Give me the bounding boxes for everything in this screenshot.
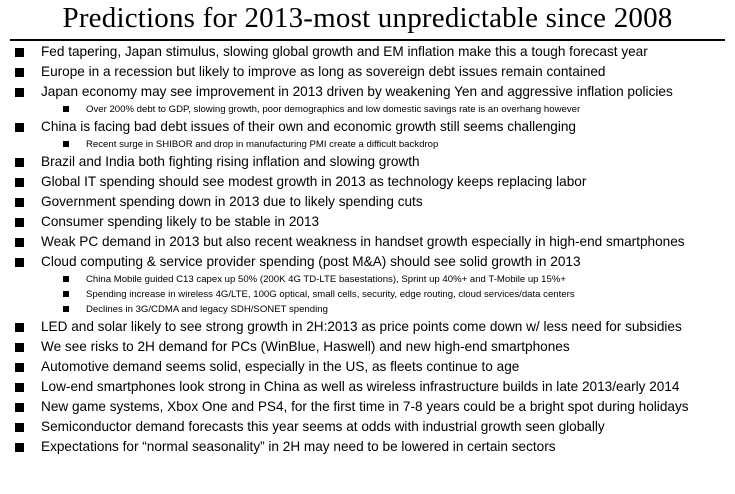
bullet-text: New game systems, Xbox One and PS4, for the first time in 7-8 years could be a bright spot during holidays <box>41 399 689 414</box>
small-square-bullet-icon <box>63 141 69 147</box>
square-bullet-icon <box>15 218 24 227</box>
square-bullet-icon <box>15 158 24 167</box>
small-square-bullet-icon <box>63 106 69 112</box>
slide-title: Predictions for 2013-most unpredictable since 2008 <box>62 2 673 34</box>
title-underline <box>10 39 725 41</box>
sub-bullet-item <box>0 272 735 287</box>
square-bullet-icon <box>15 123 24 132</box>
bullet-item <box>0 337 735 357</box>
bullet-item <box>0 417 735 437</box>
square-bullet-icon <box>15 343 24 352</box>
sub-bullet-item <box>0 302 735 317</box>
bullet-text: Semiconductor demand forecasts this year seems at odds with industrial growth seen globally <box>41 419 605 434</box>
square-bullet-icon <box>15 178 24 187</box>
sub-bullet-item <box>0 102 735 117</box>
small-square-bullet-icon <box>63 291 69 297</box>
bullet-text: Cloud computing & service provider spending (post M&A) should see solid growth in 2013 <box>41 254 581 269</box>
square-bullet-icon <box>15 423 24 432</box>
bullet-text: LED and solar likely to see strong growth in 2H:2013 as price points come down w/ less need for subsidies <box>41 319 682 334</box>
square-bullet-icon <box>15 258 24 267</box>
bullet-item <box>0 252 735 272</box>
bullet-text: We see risks to 2H demand for PCs (WinBlue, Haswell) and new high-end smartphones <box>41 339 570 354</box>
square-bullet-icon <box>15 443 24 452</box>
bullet-text: Automotive demand seems solid, especially in the US, as fleets continue to age <box>41 359 520 374</box>
square-bullet-icon <box>15 238 24 247</box>
square-bullet-icon <box>15 363 24 372</box>
bullet-item <box>0 42 735 62</box>
bullet-text: Low-end smartphones look strong in China as well as wireless infrastructure builds in late 2013/early 2014 <box>41 379 680 394</box>
bullet-list <box>0 42 735 457</box>
bullet-item <box>0 212 735 232</box>
bullet-text: Japan economy may see improvement in 2013 driven by weakening Yen and aggressive inflation policies <box>41 84 673 99</box>
bullet-item <box>0 82 735 102</box>
square-bullet-icon <box>15 383 24 392</box>
small-square-bullet-icon <box>63 306 69 312</box>
bullet-text: Expectations for “normal seasonality” in 2H may need to be lowered in certain sectors <box>41 439 556 454</box>
bullet-text: China Mobile guided C13 capex up 50% (200K 4G TD-LTE basestations), Sprint up 40%+ and T-Mobile up 15%+ <box>86 274 566 285</box>
small-square-bullet-icon <box>63 276 69 282</box>
bullet-text: Consumer spending likely to be stable in 2013 <box>41 214 320 229</box>
bullet-text: China is facing bad debt issues of their own and economic growth still seems challenging <box>41 119 576 134</box>
bullet-text: Weak PC demand in 2013 but also recent weakness in handset growth especially in high-end smartphones <box>41 234 685 249</box>
bullet-item <box>0 437 735 457</box>
square-bullet-icon <box>15 88 24 97</box>
bullet-text: Spending increase in wireless 4G/LTE, 100G optical, small cells, security, edge routing, cloud services/data centers <box>86 289 575 300</box>
bullet-text: Global IT spending should see modest growth in 2013 as technology keeps replacing labor <box>41 174 587 189</box>
square-bullet-icon <box>15 198 24 207</box>
bullet-text: Government spending down in 2013 due to likely spending cuts <box>41 194 423 209</box>
bullet-text: Recent surge in SHIBOR and drop in manufacturing PMI create a difficult backdrop <box>86 139 439 150</box>
bullet-item <box>0 152 735 172</box>
sub-bullet-item <box>0 137 735 152</box>
bullet-item <box>0 192 735 212</box>
bullet-item <box>0 232 735 252</box>
bullet-item <box>0 357 735 377</box>
square-bullet-icon <box>15 48 24 57</box>
square-bullet-icon <box>15 323 24 332</box>
bullet-item <box>0 117 735 137</box>
bullet-item <box>0 317 735 337</box>
bullet-text: Over 200% debt to GDP, slowing growth, poor demographics and low domestic savings rate is an overhang however <box>86 104 581 115</box>
sub-bullet-item <box>0 287 735 302</box>
bullet-text: Europe in a recession but likely to improve as long as sovereign debt issues remain contained <box>41 64 606 79</box>
bullet-item <box>0 172 735 192</box>
bullet-text: Declines in 3G/CDMA and legacy SDH/SONET spending <box>86 304 328 315</box>
bullet-item <box>0 397 735 417</box>
bullet-item <box>0 62 735 82</box>
bullet-text: Brazil and India both fighting rising inflation and slowing growth <box>41 154 420 169</box>
square-bullet-icon <box>15 403 24 412</box>
square-bullet-icon <box>15 68 24 77</box>
bullet-item <box>0 377 735 397</box>
bullet-text: Fed tapering, Japan stimulus, slowing global growth and EM inflation make this a tough forecast year <box>41 44 648 59</box>
